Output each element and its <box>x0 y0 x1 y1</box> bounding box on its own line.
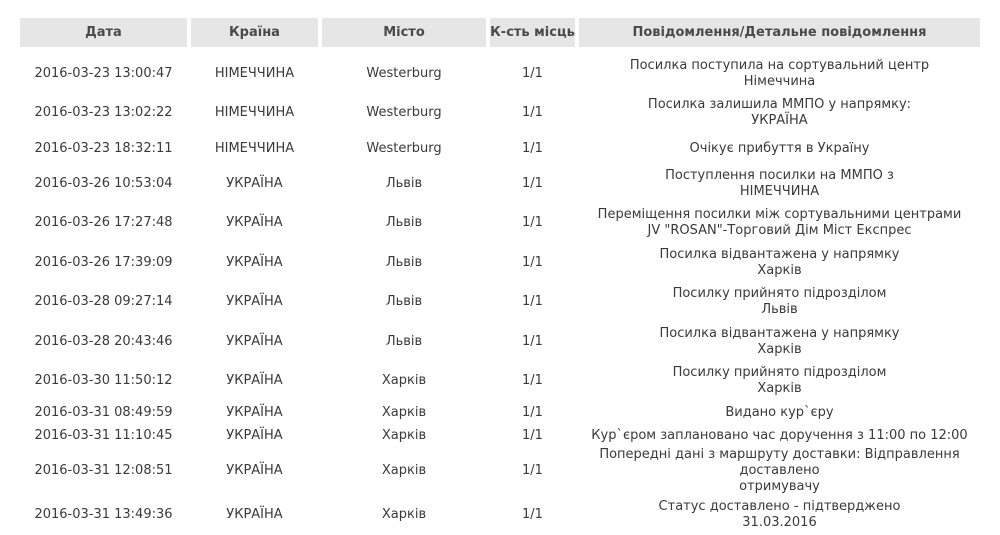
message-text: Переміщення посилки між сортувальними центрами <box>597 207 962 223</box>
cell-country: УКРАЇНА <box>226 175 283 191</box>
cell-city: Харків <box>381 373 427 389</box>
message-detail: Харків <box>757 341 802 357</box>
cell-seats: 1/1 <box>522 373 543 389</box>
table-row <box>20 447 980 495</box>
cell-city: Westerburg <box>366 105 442 121</box>
cell-date: 2016-03-31 08:49:59 <box>34 404 173 420</box>
cell-country: УКРАЇНА <box>226 254 283 270</box>
table-row <box>20 401 980 424</box>
cell-city: Львів <box>385 175 423 191</box>
column-header-seats: К-сть місць <box>490 18 575 47</box>
message-detail: Німеччина <box>743 73 816 89</box>
cell-country: УКРАЇНА <box>226 506 283 522</box>
message-text: Статус доставлено - підтверджено <box>658 498 901 514</box>
cell-message <box>579 243 980 283</box>
table-row <box>20 54 980 94</box>
message-text: Поступлення посилки на ММПО з <box>665 167 894 183</box>
message-text: Посилка поступила на сортувальний центр <box>629 57 930 73</box>
table-body <box>20 47 980 535</box>
cell-country: УКРАЇНА <box>226 427 283 443</box>
cell-city: Харків <box>381 463 427 478</box>
message-detail: НІМЕЧЧИНА <box>739 183 820 199</box>
cell-country: НІМЕЧЧИНА <box>214 105 295 121</box>
message-text: Кур`єром заплановано час доручення з 11:00 по 12:00 <box>591 427 968 443</box>
column-header-country: Країна <box>191 18 318 47</box>
cell-seats: 1/1 <box>522 140 543 156</box>
message-detail: Харків <box>757 262 802 278</box>
table-row <box>20 133 980 164</box>
cell-seats: 1/1 <box>522 506 543 522</box>
table-row <box>20 94 980 134</box>
cell-seats: 1/1 <box>522 404 543 420</box>
message-detail: 31.03.2016 <box>742 514 817 530</box>
message-text: Посилка відвантажена у напрямку <box>659 246 900 262</box>
cell-country: УКРАЇНА <box>226 215 283 231</box>
cell-message <box>579 133 980 164</box>
cell-message <box>579 164 980 204</box>
cell-date: 2016-03-23 13:00:47 <box>34 65 173 81</box>
message-detail: JV "ROSAN"-Торговий Дім Міст Експрес <box>647 223 912 239</box>
message-detail: Львів <box>761 302 798 318</box>
cell-message <box>579 54 980 94</box>
cell-seats: 1/1 <box>522 175 543 191</box>
cell-date: 2016-03-23 13:02:22 <box>34 105 173 121</box>
cell-message <box>579 495 980 535</box>
cell-message <box>579 283 980 323</box>
cell-date: 2016-03-23 18:32:11 <box>34 140 173 156</box>
message-detail: отримувачу <box>739 479 820 494</box>
column-header-message: Повідомлення/Детальне повідомлення <box>579 18 980 47</box>
message-text: Посилку прийнято підрозділом <box>672 365 887 381</box>
cell-date: 2016-03-26 10:53:04 <box>34 175 173 191</box>
column-header-date: Дата <box>20 18 187 47</box>
table-row <box>20 243 980 283</box>
cell-seats: 1/1 <box>522 65 543 81</box>
cell-city: Харків <box>381 506 427 522</box>
table-row <box>20 283 980 323</box>
cell-seats: 1/1 <box>522 463 543 478</box>
cell-date: 2016-03-28 09:27:14 <box>34 294 173 310</box>
cell-date: 2016-03-31 13:49:36 <box>34 506 173 522</box>
cell-city: Львів <box>385 215 423 231</box>
cell-message <box>579 322 980 362</box>
cell-city: Харків <box>381 404 427 420</box>
table-row <box>20 164 980 204</box>
cell-message <box>579 424 980 447</box>
cell-message <box>579 447 980 495</box>
cell-country: УКРАЇНА <box>226 294 283 310</box>
message-detail: УКРАЇНА <box>751 113 808 129</box>
message-detail: Харків <box>757 381 802 397</box>
table-header <box>20 18 980 47</box>
table-row <box>20 362 980 402</box>
cell-seats: 1/1 <box>522 427 543 443</box>
cell-country: НІМЕЧЧИНА <box>214 65 295 81</box>
cell-date: 2016-03-28 20:43:46 <box>34 333 173 349</box>
message-text: Попередні дані з маршруту доставки: Відправлення доставлено <box>599 447 960 478</box>
table-row <box>20 424 980 447</box>
cell-message <box>579 94 980 134</box>
table-row <box>20 322 980 362</box>
cell-seats: 1/1 <box>522 215 543 231</box>
message-text: Посилку прийнято підрозділом <box>672 286 887 302</box>
cell-city: Львів <box>385 333 423 349</box>
cell-message <box>579 362 980 402</box>
cell-city: Westerburg <box>366 140 442 156</box>
cell-seats: 1/1 <box>522 333 543 349</box>
tracking-history-table <box>16 18 984 535</box>
table-row <box>20 204 980 244</box>
cell-date: 2016-03-26 17:27:48 <box>34 215 173 231</box>
cell-seats: 1/1 <box>522 105 543 121</box>
cell-city: Харків <box>381 427 427 443</box>
cell-message <box>579 204 980 244</box>
cell-seats: 1/1 <box>522 294 543 310</box>
cell-city: Westerburg <box>366 65 442 81</box>
cell-date: 2016-03-31 12:08:51 <box>34 463 173 478</box>
cell-date: 2016-03-26 17:39:09 <box>34 254 173 270</box>
cell-message <box>579 401 980 424</box>
cell-date: 2016-03-30 11:50:12 <box>34 373 173 389</box>
cell-city: Львів <box>385 294 423 310</box>
header-row <box>20 18 980 47</box>
cell-country: УКРАЇНА <box>226 404 283 420</box>
cell-city: Львів <box>385 254 423 270</box>
column-header-city: Місто <box>322 18 486 47</box>
cell-country: УКРАЇНА <box>226 373 283 389</box>
table-row <box>20 495 980 535</box>
cell-date: 2016-03-31 11:10:45 <box>34 427 173 443</box>
cell-country: УКРАЇНА <box>226 333 283 349</box>
message-text: Очікує прибуття в Україну <box>689 140 870 156</box>
message-text: Посилка залишила ММПО у напрямку: <box>647 97 912 113</box>
message-text: Видано кур`єру <box>725 404 834 420</box>
cell-country: УКРАЇНА <box>226 463 283 478</box>
cell-seats: 1/1 <box>522 254 543 270</box>
cell-country: НІМЕЧЧИНА <box>214 140 295 156</box>
message-text: Посилка відвантажена у напрямку <box>659 325 900 341</box>
